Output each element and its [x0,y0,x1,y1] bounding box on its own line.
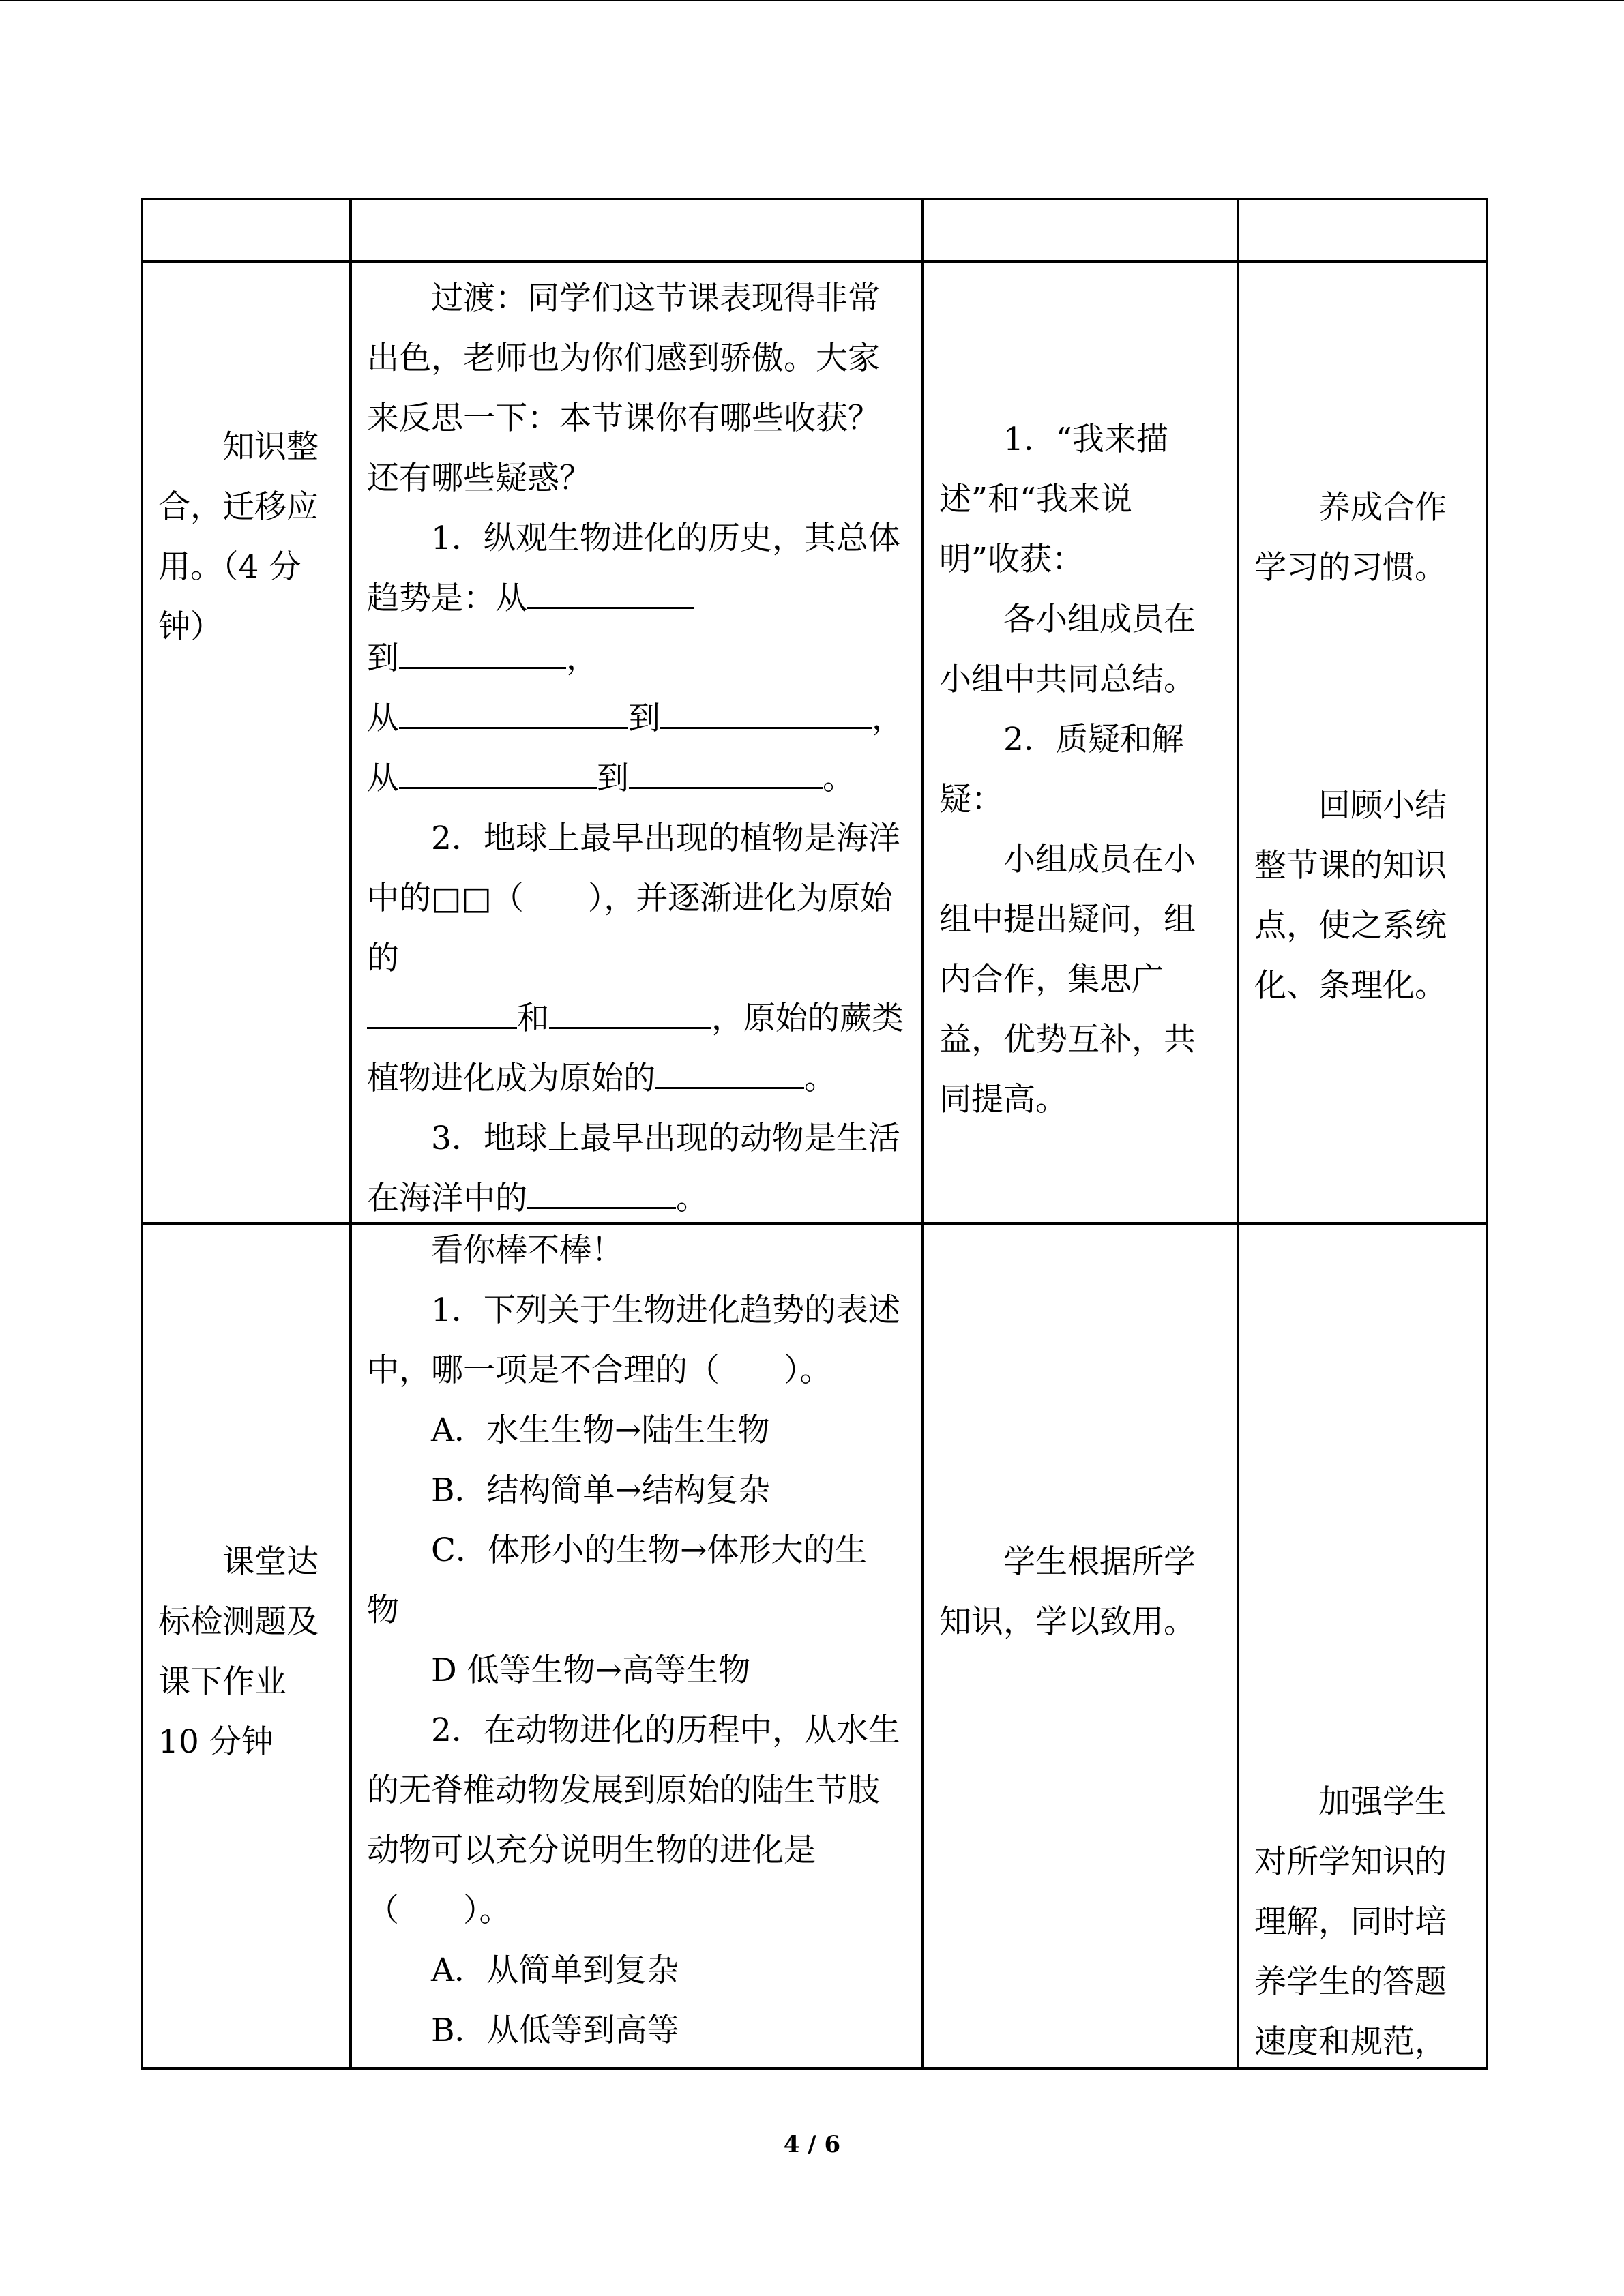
option-line: A．水生生物→陆生生物 [431,1412,770,1449]
text-line: 中的□□（ ），并逐渐进化为原始 [367,880,893,917]
text-line: 对所学知识的 [1254,1843,1447,1881]
text-line: 物 [367,1592,399,1629]
text-line: 动物可以充分说明生物的进化是 [367,1832,816,1869]
text-line: 还有哪些疑惑？ [367,460,591,497]
text-line: 到 [597,760,629,797]
fill-blank [367,992,517,1029]
page-number: 4 / 6 [783,2131,841,2158]
text-line: 内合作，集思广 [939,961,1164,998]
fill-blank [399,691,628,729]
teacher-activity-text [367,1225,912,2061]
text-line: 1．“我来描 [1003,421,1168,458]
question-3: 3．地球上最早出现的动物是生活 [431,1120,900,1157]
text-line: 的无脊椎动物发展到原始的陆生节肢 [367,1772,880,1809]
text-line: 10 分钟 [158,1723,274,1761]
table-row-knowledge [142,262,1487,1223]
text-line: 整节课的知识 [1254,847,1447,884]
student-activity-cell [923,1223,1238,2068]
fill-blank [629,751,823,789]
text-line: 合，迁移应 [158,488,319,526]
fill-blank [527,1172,676,1209]
text-line: 点，使之系统 [1254,907,1447,944]
text-line: 用。（4 分 [158,548,301,586]
text-line: 1．下列关于生物进化趋势的表述 [431,1292,900,1329]
text-line: 益，优势互补，共 [939,1021,1196,1058]
text-line: 疑： [939,781,1003,818]
fill-blank [399,631,566,669]
header-cell-1 [142,199,351,262]
text-line: 从 [367,760,399,797]
table-row-assessment [142,1223,1487,2068]
option-line: B．结构简单→结构复杂 [431,1472,770,1509]
option-line: D 低等生物→高等生物 [431,1652,751,1689]
text-line: 化、条理化。 [1254,967,1447,1004]
text-line: 各小组成员在 [1003,601,1196,638]
text-line: 到 [367,640,399,677]
design-intent-text [1254,1772,1476,2067]
text-line: 小组中共同总结。 [939,661,1196,698]
text-line: 课堂达 [222,1543,319,1581]
text-line: 到 [628,700,660,737]
teacher-activity-text [367,269,912,1222]
text-line: 的 [367,940,399,977]
text-line: 知识，学以致用。 [939,1603,1196,1641]
design-intent-cell [1238,262,1487,1223]
text-line: 2．在动物进化的历程中，从水生 [431,1712,900,1749]
teacher-activity-cell [351,262,923,1223]
fill-blank [527,571,694,609]
header-cell-4 [1238,199,1487,262]
text-line: 过渡：同学们这节课表现得非常 [431,280,880,317]
text-line: 述”和“我来说 [939,481,1133,518]
student-activity-text [939,1532,1227,1652]
text-line: 养学生的答题 [1254,1963,1447,2001]
text-line: 理解，同时培 [1254,1903,1447,1941]
text-line: 加强学生 [1318,1783,1447,1821]
text-line: 中，哪一项是不合理的（ ）。 [367,1352,832,1389]
student-activity-cell [923,262,1238,1223]
text-line: （ ）。 [367,1892,512,1929]
text-line: 2．质疑和解 [1003,721,1184,758]
text-line: 速度和规范， [1254,2023,1447,2061]
text-line: 趋势是：从 [367,580,527,617]
lesson-plan-table [141,198,1488,2070]
text-line: 课下作业 [158,1663,286,1701]
student-activity-text [939,410,1227,1130]
text-line: 出色，老师也为你们感到骄傲。大家 [367,340,880,377]
text-line: 。 [676,1180,708,1217]
text-line: 学习的习惯。 [1254,549,1447,586]
question-2: 2．地球上最早出现的植物是海洋 [431,820,900,857]
text-line: 。 [804,1060,836,1097]
text-line: 植物进化成为原始的 [367,1060,655,1097]
header-cell-3 [923,199,1238,262]
text-line: 。 [823,760,855,797]
fill-blank [549,992,711,1029]
text-line: 养成合作 [1318,489,1447,526]
text-line: 明”收获： [939,541,1084,578]
table-header-row [142,199,1487,262]
text-line: 来反思一下：本节课你有哪些收获？ [367,400,880,437]
page-top-border [0,0,1624,1]
text-line: ，原始的蕨类 [711,1000,904,1037]
text-line: 知识整 [222,428,319,466]
stage-cell [142,1223,351,2068]
fill-blank [655,1052,804,1089]
text-line: ， [872,700,904,737]
fill-blank [660,691,872,729]
fill-blank [399,751,597,789]
text-line: 标检测题及 [158,1603,319,1641]
text-line: 回顾小结 [1318,787,1447,824]
stage-cell [142,262,351,1223]
question-1: 1．纵观生物进化的历史，其总体 [431,520,900,557]
text-line: 钟） [158,608,222,646]
design-intent-cell [1238,1223,1487,2068]
text-line: ， [566,640,598,677]
text-line: 在海洋中的 [367,1180,527,1217]
design-intent-text [1254,478,1476,598]
option-line: B．从低等到高等 [431,2012,679,2049]
text-line: 看你棒不棒！ [431,1232,623,1269]
text-line: 从 [367,700,399,737]
option-line: A．从简单到复杂 [431,1952,679,1989]
text-line: 同提高。 [939,1081,1067,1118]
text-line: 组中提出疑问，组 [939,901,1196,938]
header-cell-2 [351,199,923,262]
stage-label [158,1532,340,1772]
text-line: 和 [517,1000,549,1037]
option-line: C．体形小的生物→体形大的生 [431,1532,868,1569]
design-intent-text [1254,776,1476,1016]
stage-label [158,417,340,657]
teacher-activity-cell [351,1223,923,2068]
text-line: 学生根据所学 [1003,1543,1196,1581]
text-line: 小组成员在小 [1003,841,1196,878]
